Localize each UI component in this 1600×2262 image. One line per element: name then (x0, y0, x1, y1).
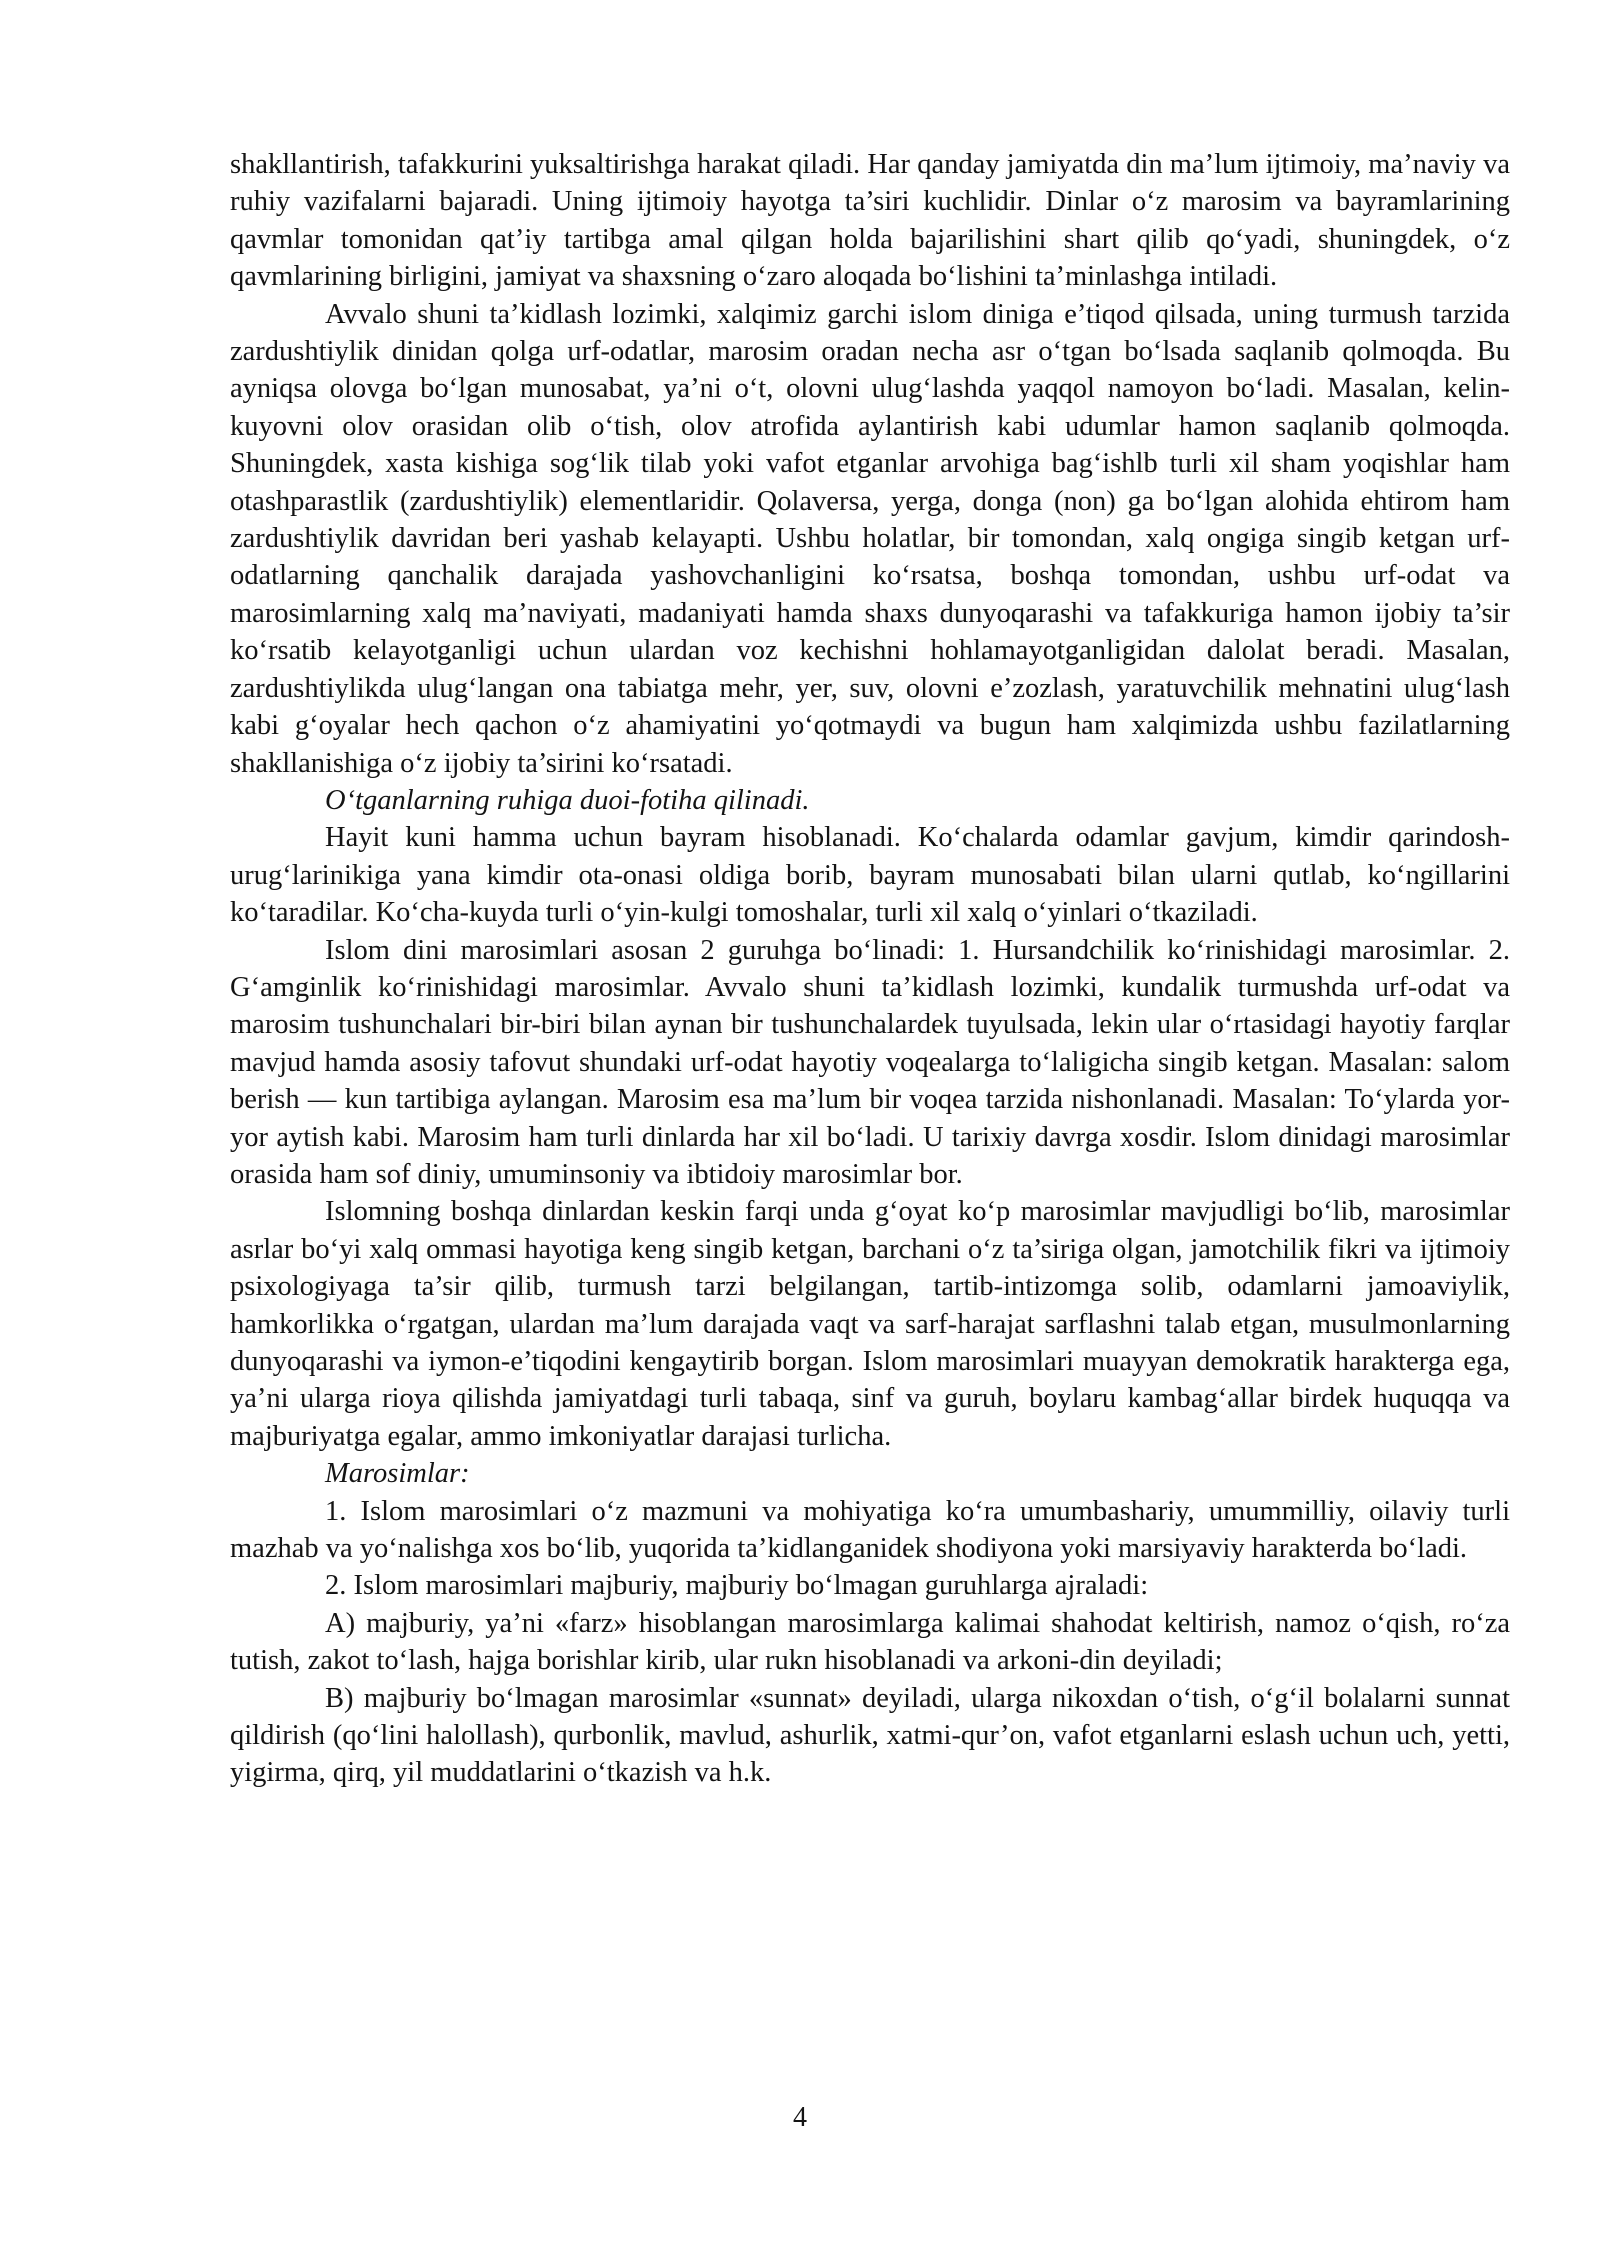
document-page-body (230, 146, 1510, 1792)
list-item-a: A) majburiy, ya’ni «farz» hisoblangan marosimlarga kalimai shahodat keltirish, namoz o‘qish, ro‘za tutish, zakot to‘lash, hajga borishlar kirib, ular rukn hisoblanadi va arkoni-din deyiladi; (230, 1607, 1510, 1677)
page-number: 4 (793, 2102, 807, 2133)
paragraph-hayit: Hayit kuni hamma uchun bayram hisoblanadi. Ko‘chalarda odamlar gavjum, kimdir qarindosh-urug‘larinikiga yana kimdir ota-onasi oldiga borib, bayram munosabati bilan ularni qutlab, ko‘ngillarini ko‘taradilar. Ko‘cha-kuyda turli o‘yin-kulgi tomoshalar, turli xil xalq o‘yinlari o‘tkaziladi. (230, 822, 1510, 929)
paragraph-islam-rituals: Islomning boshqa dinlardan keskin farqi unda g‘oyat ko‘p marosimlar mavjudligi bo‘lib, marosimlar asrlar bo‘yi xalq ommasi hayotiga keng singib ketgan, barchani o‘z ta’siriga olgan, jamotchilik fikri va ijtimoiy psixologiyaga ta’sir qilib, turmush tarzi belgilangan, tartib-intizomga solib, odamlarni jamoaviylik, hamkorlikka o‘rgatgan, ulardan ma’lum darajada vaqt va sarf-harajat sarflashni talab etgan, musulmonlarning dunyoqarashi va iymon-e’tiqodini kengaytirib borgan. Islom marosimlari muayyan demokratik harakterga ega, ya’ni ularga rioya qilishda jamiyatdagi turli tabaqa, sinf va guruh, boylaru kambag‘allar birdek huquqqa va majburiyatga egalar, ammo imkoniyatlar darajasi turlicha. (230, 1196, 1510, 1452)
paragraph-ritual-groups: Islom dini marosimlari asosan 2 guruhga bo‘linadi: 1. Hursandchilik ko‘rinishidagi marosimlar. 2. G‘amginlik ko‘rinishidagi marosimlar. Avvalo shuni ta’kidlash lozimki, kundalik turmushda urf-odat va marosim tushunchalari bir-biri bilan aynan bir tushunchalardek tuyulsada, lekin ular o‘rtasidagi hayotiy farqlar mavjud hamda asosiy tafovut shundaki urf-odat hayotiy voqealarga to‘laligicha singib ketgan. Masalan: salom berish — kun tartibiga aylangan. Marosim esa ma’lum bir voqea tarzida nishonlanadi. Masalan: To‘ylarda yor-yor aytish kabi. Marosim ham turli dinlarda har xil bo‘ladi. U tarixiy davrga xosdir. Islom dinidagi marosimlar orasida ham sof diniy, umuminsoniy va ibtidoiy marosimlar bor. (230, 934, 1510, 1190)
list-item-2: 2. Islom marosimlari majburiy, majburiy bo‘lmagan guruhlarga ajraladi: (325, 1570, 1149, 1602)
paragraph-continuation: shakllantirish, tafakkurini yuksaltirishga harakat qiladi. Har qanday jamiyatda din ma’lum ijtimoiy, ma’naviy va ruhiy vazifalarni bajaradi. Uning ijtimoiy hayotga ta’siri kuchlidir. Dinlar o‘z marosim va bayramlarining qavmlar tomonidan qat’iy tartibga amal qilgan holda bajarilishini shart qilib qo‘yadi, shuningdek, o‘z qavmlarining birligini, jamiyat va shaxsning o‘zaro aloqada bo‘lishini ta’minlashga intiladi. (230, 149, 1510, 293)
subheading-marosimlar: Marosimlar: (325, 1458, 470, 1490)
paragraph-prayer-note: O‘tganlarning ruhiga duoi-fotiha qilinadi. (325, 784, 810, 816)
paragraph-zoroastrian-traditions: Avvalo shuni ta’kidlash lozimki, xalqimiz garchi islom diniga e’tiqod qilsada, uning turmush tarzida zardushtiylik dinidan qolga urf-odatlar, marosim oradan necha asr o‘tgan bo‘lsada saqlanib qolmoqda. Bu ayniqsa olovga bo‘lgan munosabat, ya’ni o‘t, olovni ulug‘lashda yaqqol namoyon bo‘ladi. Masalan, kelin-kuyovni olov orasidan olib o‘tish, olov atrofida aylantirish kabi udumlar hamon saqlanib qolmoqda. Shuningdek, xasta kishiga sog‘lik tilab yoki vafot etganlar arvohiga bag‘ishlb turli xil sham yoqishlar ham otashparastlik (zardushtiylik) elementlaridir. Qolaversa, yerga, donga (non) ga bo‘lgan alohida ehtirom ham zardushtiylik davridan beri yashab kelayapti. Ushbu holatlar, bir tomondan, xalq ongiga singib ketgan urf-odatlarning qanchalik darajada yashovchanligini ko‘rsatsa, boshqa tomondan, ushbu urf-odat va marosimlarning xalq ma’naviyati, madaniyati hamda shaxs dunyoqarashi va tafakkuriga hamon ijobiy ta’sir ko‘rsatib kelayotganligi uchun ulardan voz kechishni hohlamayotganligidan dalolat beradi. Masalan, zardushtiylikda ulug‘langan ona tabiatga mehr, yer, suv, olovni e’zozlash, yaratuvchilik mehnatini ulug‘lash kabi g‘oyalar hech qachon o‘z ahamiyatini yo‘qotmaydi va bugun ham xalqimizda ushbu fazilatlarning shakllanishiga o‘z ijobiy ta’sirini ko‘rsatadi. (230, 298, 1510, 779)
list-item-b: B) majburiy bo‘lmagan marosimlar «sunnat» deyiladi, ularga nikoxdan o‘tish, o‘g‘il bolalarni sunnat qildirish (qo‘lini halollash), qurbonlik, mavlud, ashurlik, xatmi-qur’on, vafot etganlarni eslash uchun uch, yetti, yigirma, qirq, yil muddatlarini o‘tkazish va h.k. (230, 1682, 1510, 1789)
list-item-1: 1. Islom marosimlari o‘z mazmuni va mohiyatiga ko‘ra umumbashariy, umummilliy, oilaviy turli mazhab va yo‘nalishga xos bo‘lib, yuqorida ta’kidlanganidek shodiyona yoki marsiyaviy harakterda bo‘ladi. (230, 1495, 1510, 1565)
